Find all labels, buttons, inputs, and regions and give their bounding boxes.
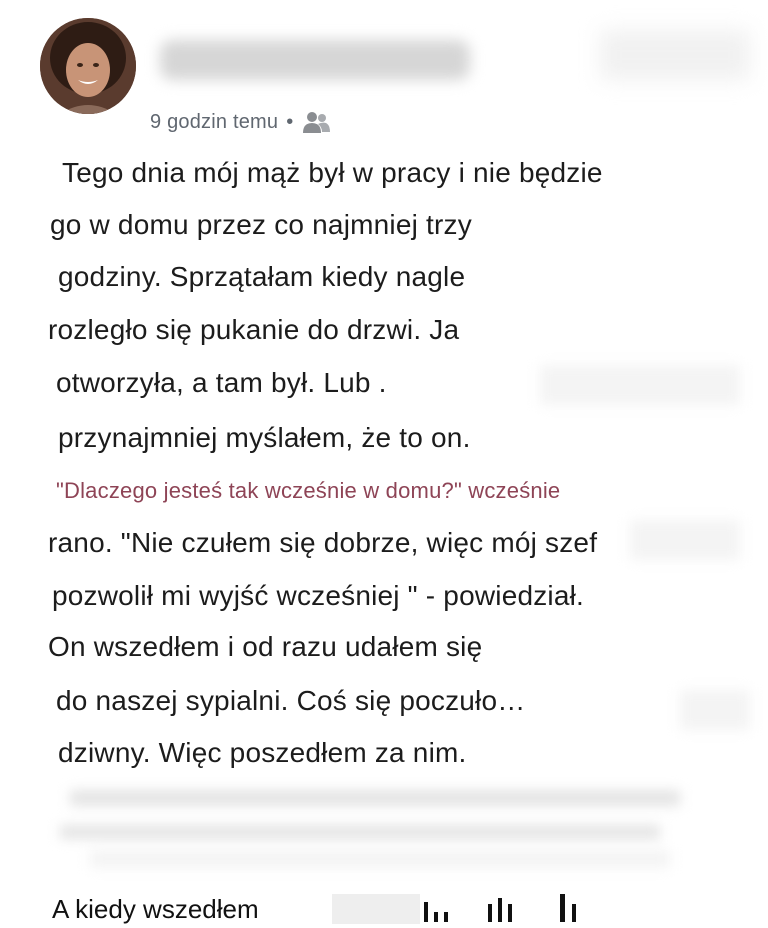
avatar-portrait-icon [40,18,136,114]
blur-patch [70,790,680,806]
author-name-blurred[interactable] [160,40,470,80]
friends-icon[interactable] [301,110,331,134]
footer-text: A kiedy wszedłem [52,894,259,924]
post-text-line: pozwolił mi wyjść wcześniej " - powiedział. [52,580,585,611]
blur-patch [540,365,740,405]
post-meta [150,108,331,136]
blurred-corner-area [600,30,750,80]
post-text-line: go w domu przez co najmniej trzy [50,209,472,240]
cropped-text-glyphs [420,888,620,928]
post-text-line: przynajmniej myślałem, że to on. [58,422,471,453]
post-text-line: On wszedłem i od razu udałem się [48,631,483,662]
post-text-line: otworzyła, a tam był. Lub . [56,367,387,398]
post-text-line: dziwny. Więc poszedłem za nim. [58,737,467,768]
post-text-line: rozległo się pukanie do drzwi. Ja [48,314,460,345]
post-text-line: Tego dnia mój mąż był w pracy i nie będzie [62,157,603,188]
blur-patch [680,690,750,730]
meta-separator: • [286,110,294,133]
blur-patch [630,520,740,560]
avatar[interactable] [40,18,136,114]
blur-patch [60,825,660,839]
blur-patch [90,850,670,868]
footer-redaction [332,894,420,924]
post-text-line: rano. "Nie czułem się dobrze, więc mój szef [48,527,598,558]
post-text-line: do naszej sypialni. Coś się poczuło… [56,685,526,716]
post-quote-line: "Dlaczego jesteś tak wcześnie w domu?" wcześnie [56,478,561,503]
post-timestamp[interactable]: 9 godzin temu [150,110,279,133]
post-text-line: godziny. Sprzątałam kiedy nagle [58,261,466,292]
